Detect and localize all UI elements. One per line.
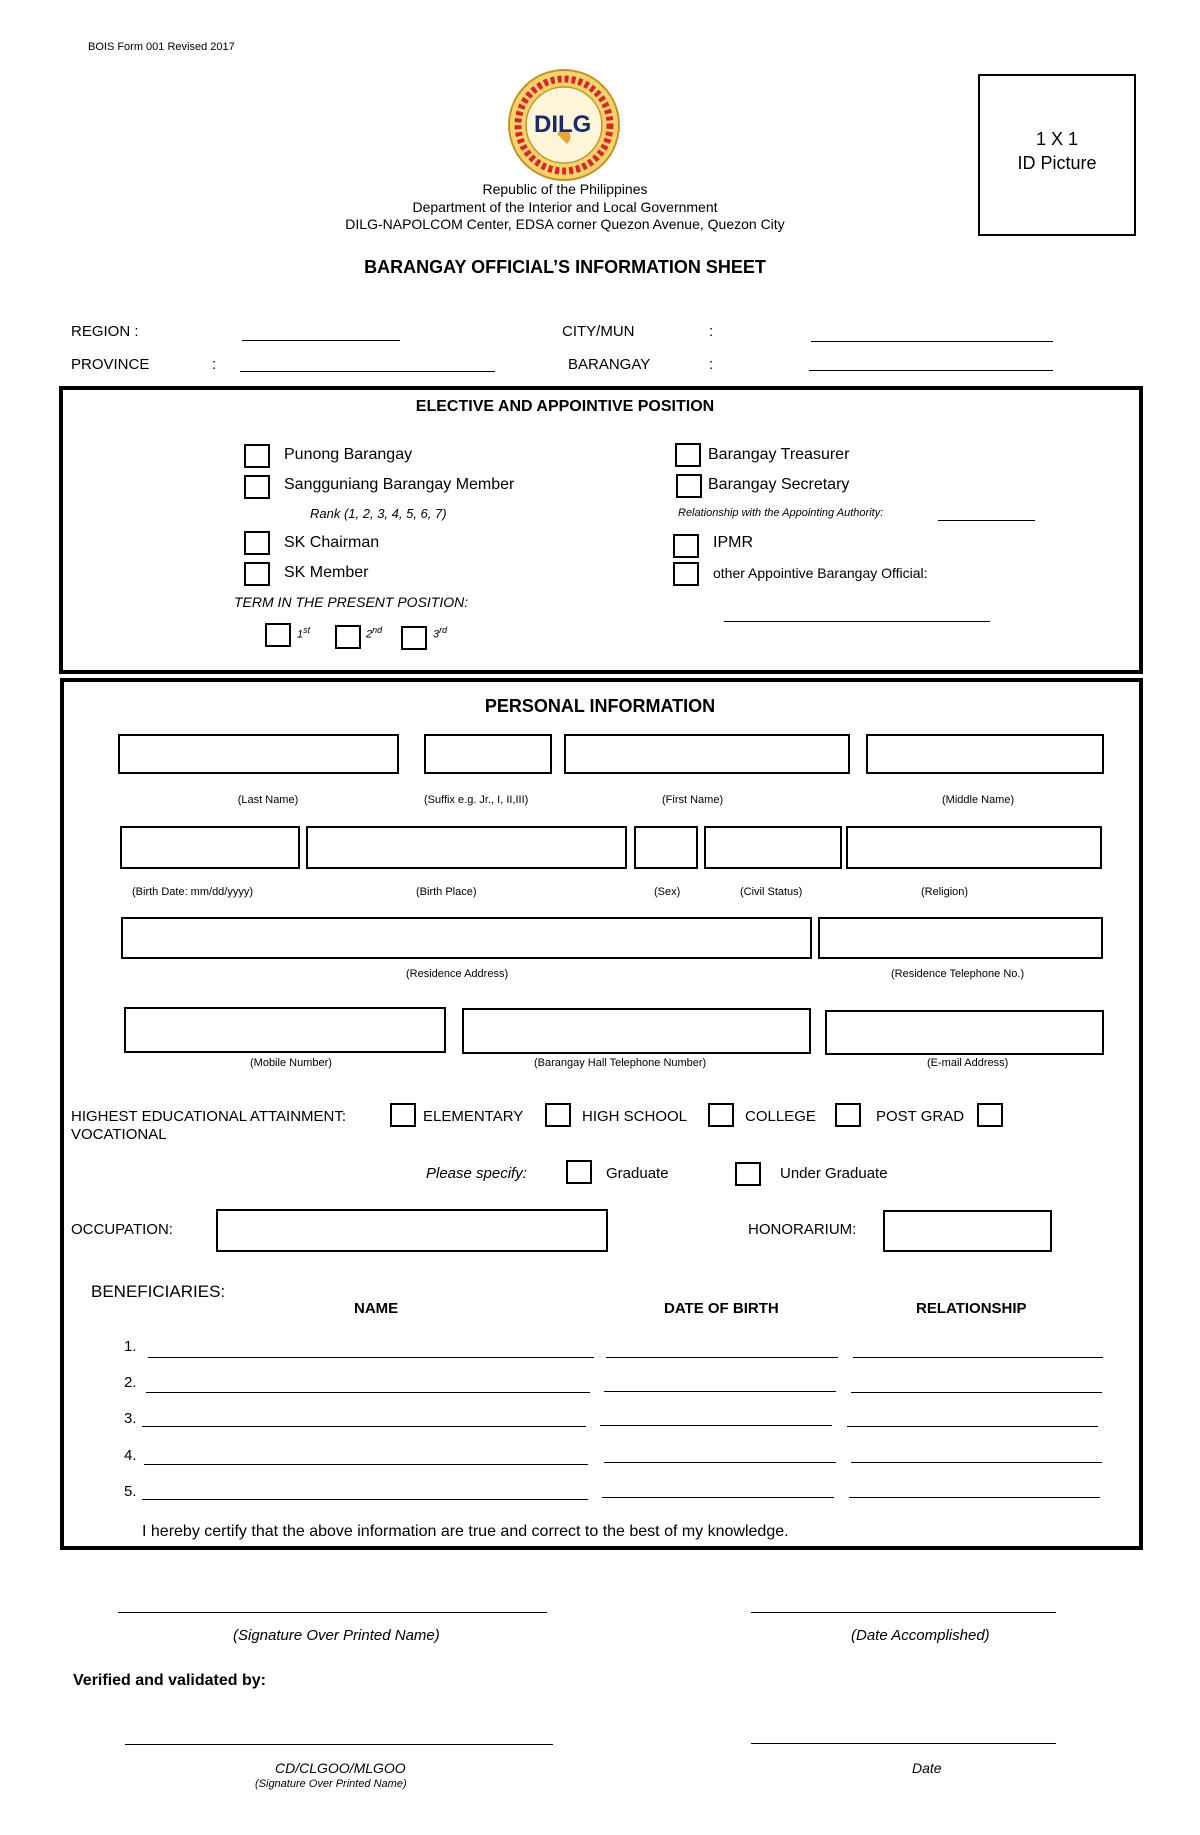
vocational-checkbox[interactable] — [977, 1103, 1003, 1127]
personal-section-title: PERSONAL INFORMATION — [484, 696, 716, 716]
religion-input[interactable] — [846, 826, 1102, 869]
residence-telephone-input[interactable] — [818, 917, 1103, 959]
beneficiary-2-dob-field[interactable] — [604, 1391, 836, 1392]
punong-barangay-checkbox[interactable] — [244, 444, 270, 468]
treasurer-checkbox[interactable] — [675, 443, 701, 467]
relationship-field[interactable] — [938, 520, 1035, 521]
barangay-hall-telephone-input[interactable] — [462, 1008, 811, 1054]
term-3rd-checkbox[interactable] — [401, 626, 427, 650]
beneficiary-row-number: 4. — [124, 1447, 137, 1464]
term-2nd-checkbox[interactable] — [335, 625, 361, 649]
city-colon: : — [709, 323, 714, 340]
middle-name-label: (Middle Name) — [942, 794, 1015, 806]
education-label-line-2: VOCATIONAL — [71, 1126, 167, 1143]
barangay-field[interactable] — [809, 370, 1053, 371]
elementary-checkbox[interactable] — [390, 1103, 416, 1127]
email-address-input[interactable] — [825, 1010, 1104, 1055]
sangguniang-label: Sangguniang Barangay Member — [284, 476, 515, 493]
form-code: BOIS Form 001 Revised 2017 — [88, 41, 235, 53]
province-field[interactable] — [240, 371, 495, 372]
beneficiary-5-dob-field[interactable] — [602, 1497, 834, 1498]
barangay-label: BARANGAY — [568, 356, 651, 373]
occupation-input[interactable] — [216, 1209, 608, 1252]
id-picture-line-1: 1 X 1 — [1035, 129, 1079, 149]
term-1st-checkbox[interactable] — [265, 623, 291, 647]
other-appointive-checkbox[interactable] — [673, 562, 699, 586]
high-school-checkbox[interactable] — [545, 1103, 571, 1127]
city-label: CITY/MUN — [562, 323, 635, 340]
verified-label: Verified and validated by: — [73, 1672, 266, 1689]
first-name-input[interactable] — [564, 734, 850, 774]
ipmr-checkbox[interactable] — [673, 534, 699, 558]
first-name-label: (First Name) — [662, 794, 724, 806]
beneficiary-4-dob-field[interactable] — [604, 1462, 836, 1463]
beneficiary-5-name-field[interactable] — [142, 1499, 588, 1500]
id-picture-box[interactable] — [978, 74, 1136, 236]
officer-label: CD/CLGOO/MLGOO — [275, 1760, 406, 1776]
term-label: TERM IN THE PRESENT POSITION: — [234, 594, 469, 610]
graduate-label: Graduate — [606, 1165, 669, 1182]
college-checkbox[interactable] — [708, 1103, 734, 1127]
province-label: PROVINCE — [71, 356, 150, 373]
header-line-1: Republic of the Philippines — [482, 181, 648, 197]
civil-status-input[interactable] — [704, 826, 842, 869]
province-colon: : — [212, 356, 217, 373]
beneficiary-3-relationship-field[interactable] — [847, 1426, 1098, 1427]
education-label-line-1: HIGHEST EDUCATIONAL ATTAINMENT: — [71, 1108, 347, 1125]
post-grad-label: POST GRAD — [876, 1108, 965, 1125]
ipmr-label: IPMR — [713, 534, 753, 551]
beneficiaries-name-header: NAME — [354, 1300, 399, 1317]
beneficiary-4-name-field[interactable] — [144, 1464, 588, 1465]
officer-signature-field[interactable] — [125, 1744, 553, 1745]
secretary-checkbox[interactable] — [676, 474, 702, 498]
other-appointive-field[interactable] — [724, 621, 990, 622]
city-field[interactable] — [811, 341, 1053, 342]
under-graduate-checkbox[interactable] — [735, 1162, 761, 1186]
term-1st-label: 1st — [297, 625, 311, 641]
beneficiary-row-number: 3. — [124, 1410, 137, 1427]
barangay-hall-telephone-label: (Barangay Hall Telephone Number) — [534, 1057, 707, 1069]
residence-telephone-label: (Residence Telephone No.) — [891, 968, 1025, 980]
beneficiary-5-relationship-field[interactable] — [849, 1497, 1100, 1498]
birth-place-label: (Birth Place) — [416, 886, 477, 898]
last-name-label: (Last Name) — [237, 794, 299, 806]
beneficiary-4-relationship-field[interactable] — [851, 1462, 1102, 1463]
civil-status-label: (Civil Status) — [740, 886, 803, 898]
date-accomplished-label: (Date Accomplished) — [851, 1627, 990, 1644]
honorarium-input[interactable] — [883, 1210, 1052, 1252]
beneficiary-row-number: 2. — [124, 1374, 137, 1391]
beneficiaries-label: BENEFICIARIES: — [91, 1282, 226, 1301]
under-graduate-label: Under Graduate — [780, 1165, 888, 1182]
post-grad-checkbox[interactable] — [835, 1103, 861, 1127]
beneficiary-2-relationship-field[interactable] — [851, 1392, 1102, 1393]
sk-chairman-label: SK Chairman — [284, 534, 380, 551]
beneficiary-1-relationship-field[interactable] — [853, 1357, 1103, 1358]
graduate-checkbox[interactable] — [566, 1160, 592, 1184]
occupation-label: OCCUPATION: — [71, 1221, 173, 1238]
position-section — [59, 386, 1143, 674]
elementary-label: ELEMENTARY — [423, 1108, 524, 1125]
beneficiary-1-name-field[interactable] — [148, 1357, 594, 1358]
officer-signature-label: (Signature Over Printed Name) — [255, 1778, 407, 1790]
honorarium-label: HONORARIUM: — [748, 1221, 857, 1238]
beneficiary-2-name-field[interactable] — [146, 1392, 590, 1393]
position-section-title: ELECTIVE AND APPOINTIVE POSITION — [415, 398, 715, 415]
barangay-colon: : — [709, 356, 714, 373]
religion-label: (Religion) — [921, 886, 969, 898]
officer-date-field[interactable] — [751, 1743, 1056, 1744]
college-label: COLLEGE — [745, 1108, 816, 1125]
email-address-label: (E-mail Address) — [927, 1057, 1009, 1069]
high-school-label: HIGH SCHOOL — [582, 1108, 688, 1125]
treasurer-label: Barangay Treasurer — [708, 446, 850, 463]
header-line-3: DILG-NAPOLCOM Center, EDSA corner Quezon Avenue, Quezon City — [345, 216, 785, 232]
certification-text: I hereby certify that the above information are true and correct to the best of my knowledge. — [142, 1523, 789, 1540]
term-3rd-label: 3rd — [433, 625, 448, 641]
residence-address-label: (Residence Address) — [406, 968, 509, 980]
mobile-number-label: (Mobile Number) — [250, 1057, 332, 1069]
id-picture-line-2: ID Picture — [1017, 153, 1097, 173]
sex-input[interactable] — [634, 826, 698, 869]
punong-barangay-label: Punong Barangay — [284, 446, 413, 463]
date-accomplished-field[interactable] — [751, 1612, 1056, 1613]
signature-label: (Signature Over Printed Name) — [233, 1627, 440, 1644]
birth-place-input[interactable] — [306, 826, 627, 869]
middle-name-input[interactable] — [866, 734, 1104, 774]
beneficiary-1-dob-field[interactable] — [606, 1357, 838, 1358]
beneficiary-3-name-field[interactable] — [142, 1426, 586, 1427]
beneficiary-row-number: 1. — [124, 1338, 137, 1355]
officer-date-label: Date — [912, 1760, 942, 1776]
relationship-label: Relationship with the Appointing Authority: — [678, 507, 884, 519]
region-field[interactable] — [242, 340, 400, 341]
last-name-input[interactable] — [118, 734, 399, 774]
beneficiary-3-dob-field[interactable] — [600, 1425, 832, 1426]
suffix-input[interactable] — [424, 734, 552, 774]
rank-label: Rank (1, 2, 3, 4, 5, 6, 7) — [310, 506, 447, 521]
signature-field[interactable] — [118, 1612, 547, 1613]
mobile-number-input[interactable] — [124, 1007, 446, 1053]
beneficiaries-relationship-header: RELATIONSHIP — [916, 1300, 1027, 1317]
sangguniang-checkbox[interactable] — [244, 475, 270, 499]
birth-date-label: (Birth Date: mm/dd/yyyy) — [132, 886, 254, 898]
residence-address-input[interactable] — [121, 917, 812, 959]
dilg-seal-icon — [507, 68, 621, 182]
beneficiaries-dob-header: DATE OF BIRTH — [664, 1300, 779, 1317]
birth-date-input[interactable] — [120, 826, 300, 869]
header-line-2: Department of the Interior and Local Government — [412, 199, 718, 215]
please-specify-label: Please specify: — [426, 1165, 527, 1182]
other-appointive-label: other Appointive Barangay Official: — [713, 565, 928, 581]
sex-label: (Sex) — [654, 886, 681, 898]
page-title: BARANGAY OFFICIAL’S INFORMATION SHEET — [364, 257, 766, 277]
logo-text: DILG — [534, 111, 592, 138]
sk-member-checkbox[interactable] — [244, 562, 270, 586]
region-label: REGION : — [71, 323, 139, 340]
beneficiary-row-number: 5. — [124, 1483, 137, 1500]
sk-member-label: SK Member — [284, 564, 369, 581]
secretary-label: Barangay Secretary — [708, 476, 850, 493]
sk-chairman-checkbox[interactable] — [244, 531, 270, 555]
suffix-label: (Suffix e.g. Jr., I, II,III) — [424, 794, 529, 806]
term-2nd-label: 2nd — [366, 625, 383, 641]
